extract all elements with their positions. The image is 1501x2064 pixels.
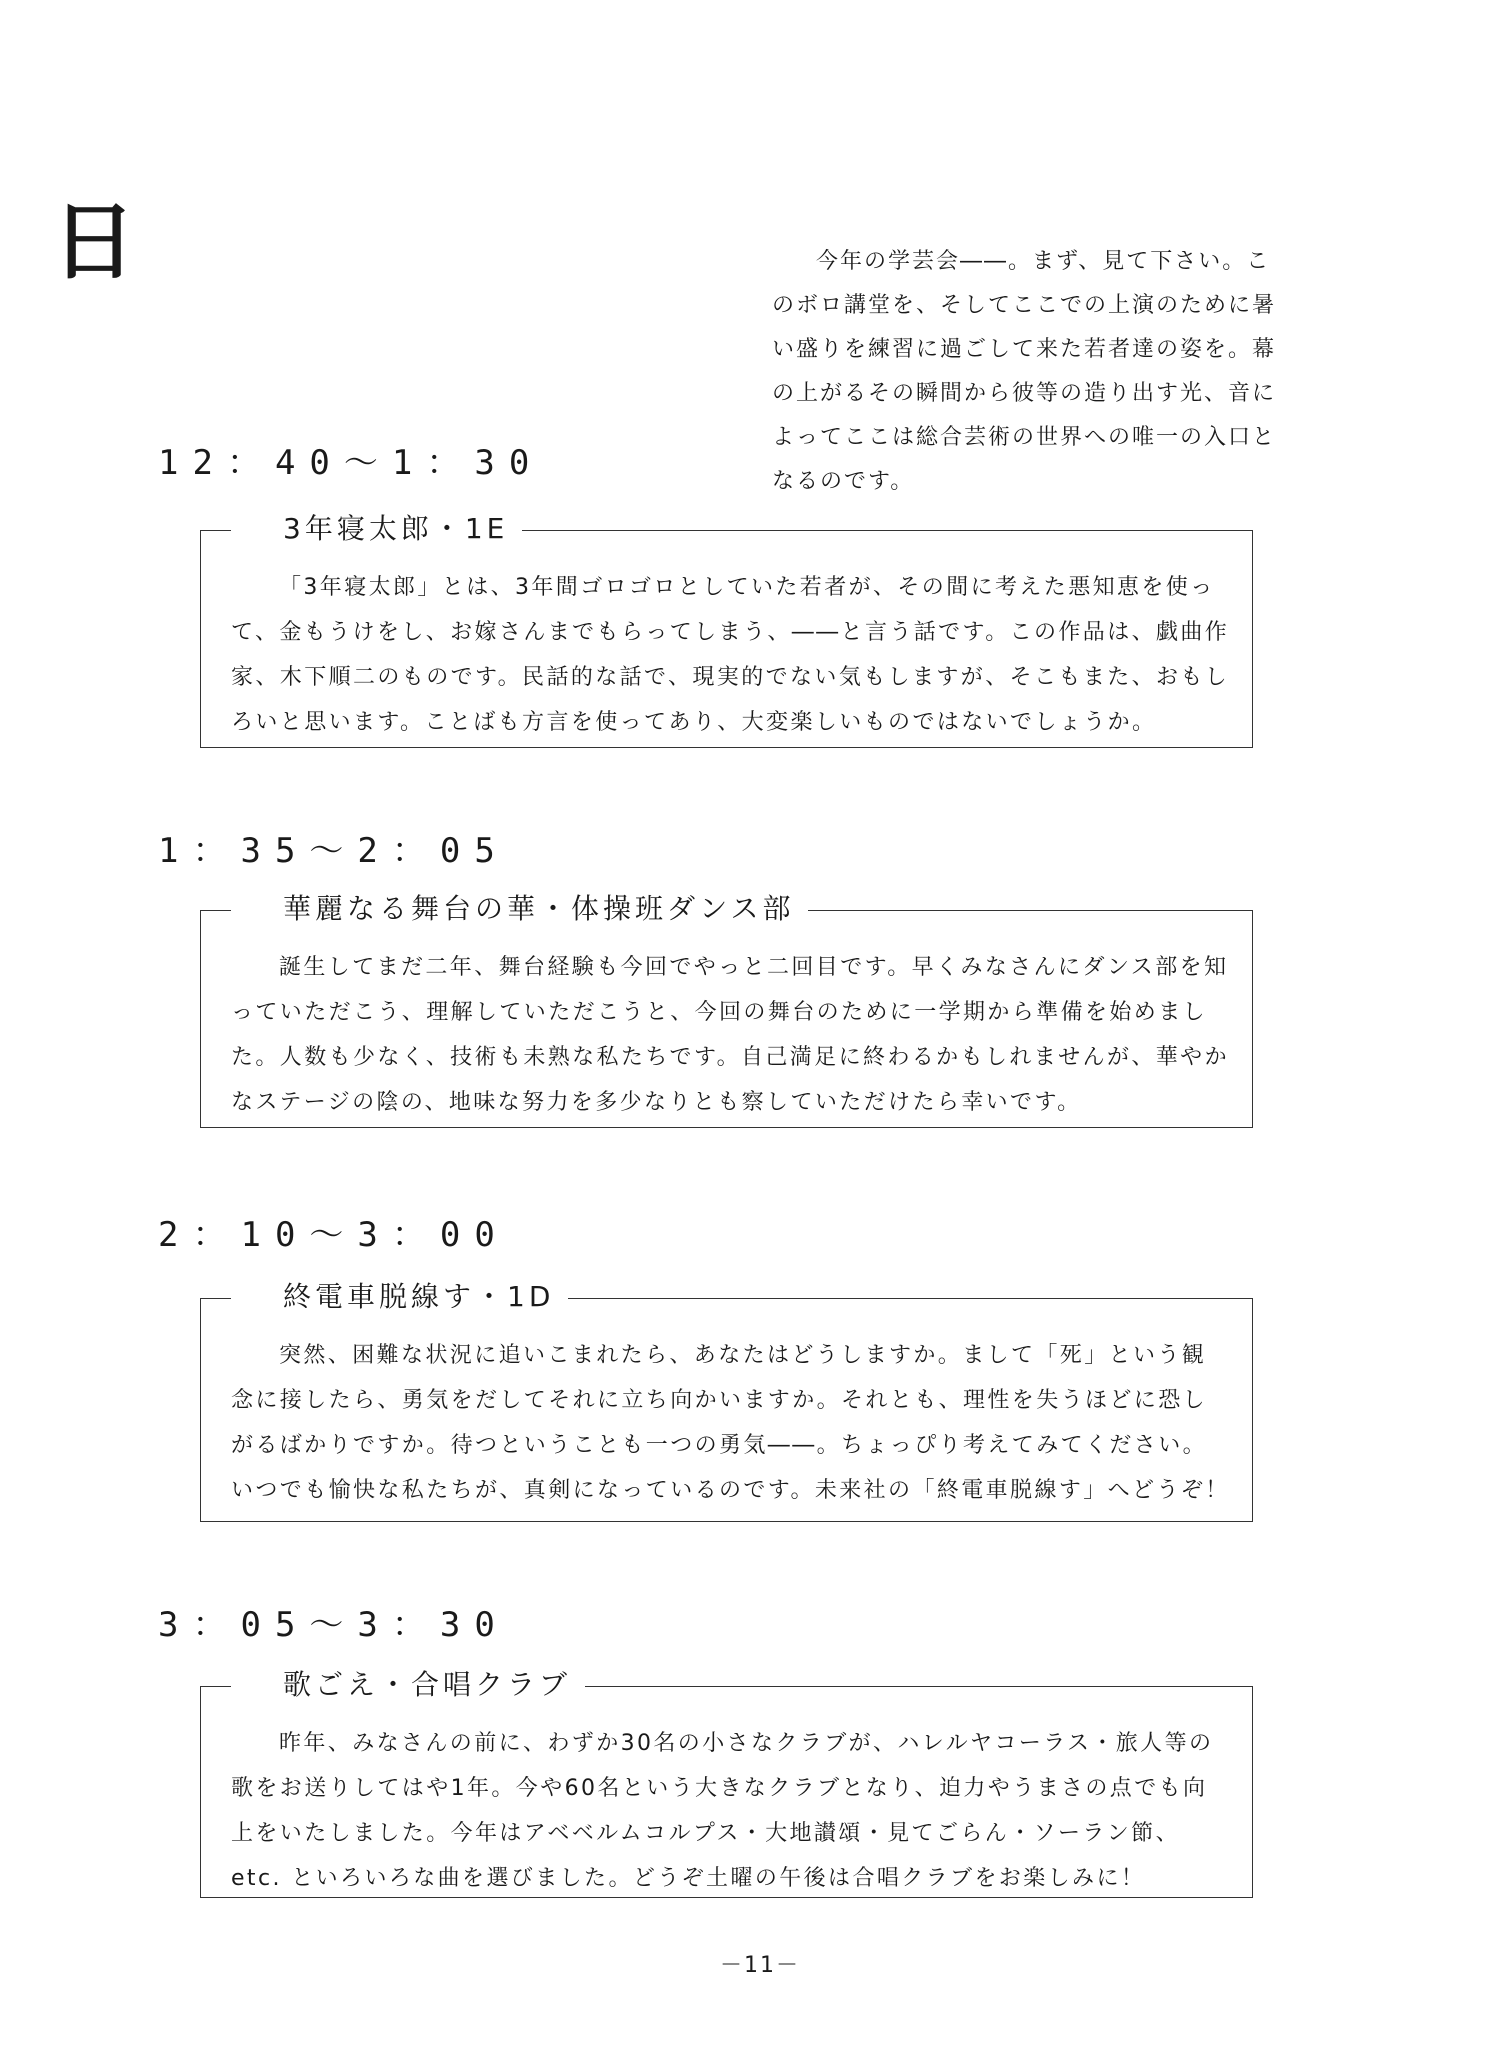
session-description: 昨年、みなさんの前に、わずか30名の小さなクラブが、ハレルヤコーラス・旅人等の歌をお送りしてはや1年。今や60名という大きなクラブとなり、迫力やうまさの点でも向上をいたしました。今年はアベベルムコルプス・大地讃頌・見てごらん・ソーラン節、etc. といろいろな曲を選びました。どうぞ土曜の午後は合唱クラブをお楽しみに！ (231, 1731, 1214, 1891)
intro-paragraph: 今年の学芸会――。まず、見て下さい。このボロ講堂を、そしてここでの上演のために暑い盛りを練習に過ごして来た若者達の姿を。幕の上がるその瞬間から彼等の造り出す光、音によってここは総合芸術の世界への唯一の入口となるのです。 (772, 249, 1277, 494)
session-title: 3年寝太郎・1E (231, 511, 522, 547)
session-time: 1：35～2：05 (158, 831, 509, 871)
session-box (200, 512, 1253, 748)
page-heading-char: 日 (52, 192, 137, 291)
session-time: 2：10～3：00 (158, 1215, 509, 1255)
session-description: 「3年寝太郎」とは、3年間ゴロゴロとしていた若者が、その間に考えた悪知恵を使って、金もうけをし、お嫁さんまでもらってしまう、――と言う話です。この作品は、戯曲作家、木下順二のものです。民話的な話で、現実的でない気もしますが、そこもまた、おもしろいと思います。ことばも方言を使ってあり、大変楽しいものではないでしょうか。 (231, 575, 1230, 735)
session-box (200, 1668, 1253, 1898)
session-time: 12：40～1：30 (158, 443, 544, 483)
session-description: 突然、困難な状況に追いこまれたら、あなたはどうしますか。まして「死」という観念に接したら、勇気をだしてそれに立ち向かいますか。それとも、理性を失うほどに恐しがるばかりですか。待つということも一つの勇気――。ちょっぴり考えてみてください。いつでも愉快な私たちが、真剣になっているのです。未来社の「終電車脱線す」へどうぞ！ (231, 1343, 1230, 1503)
session-description: 誕生してまだ二年、舞台経験も今回でやっと二回目です。早くみなさんにダンス部を知っていただこう、理解していただこうと、今回の舞台のために一学期から準備を始めました。人数も少なく、技術も未熟な私たちです。自己満足に終わるかもしれませんが、華やかなステージの陰の、地味な努力を多少なりとも察していただけたら幸いです。 (231, 955, 1229, 1115)
session-title: 歌ごえ・合唱クラブ (231, 1667, 585, 1703)
session-box (200, 1280, 1253, 1522)
page-number: －11－ (720, 1953, 800, 1978)
session-title: 華麗なる舞台の華・体操班ダンス部 (231, 891, 808, 927)
session-title: 終電車脱線す・1D (231, 1279, 568, 1315)
session-time: 3：05～3：30 (158, 1605, 509, 1645)
session-box (200, 892, 1253, 1128)
